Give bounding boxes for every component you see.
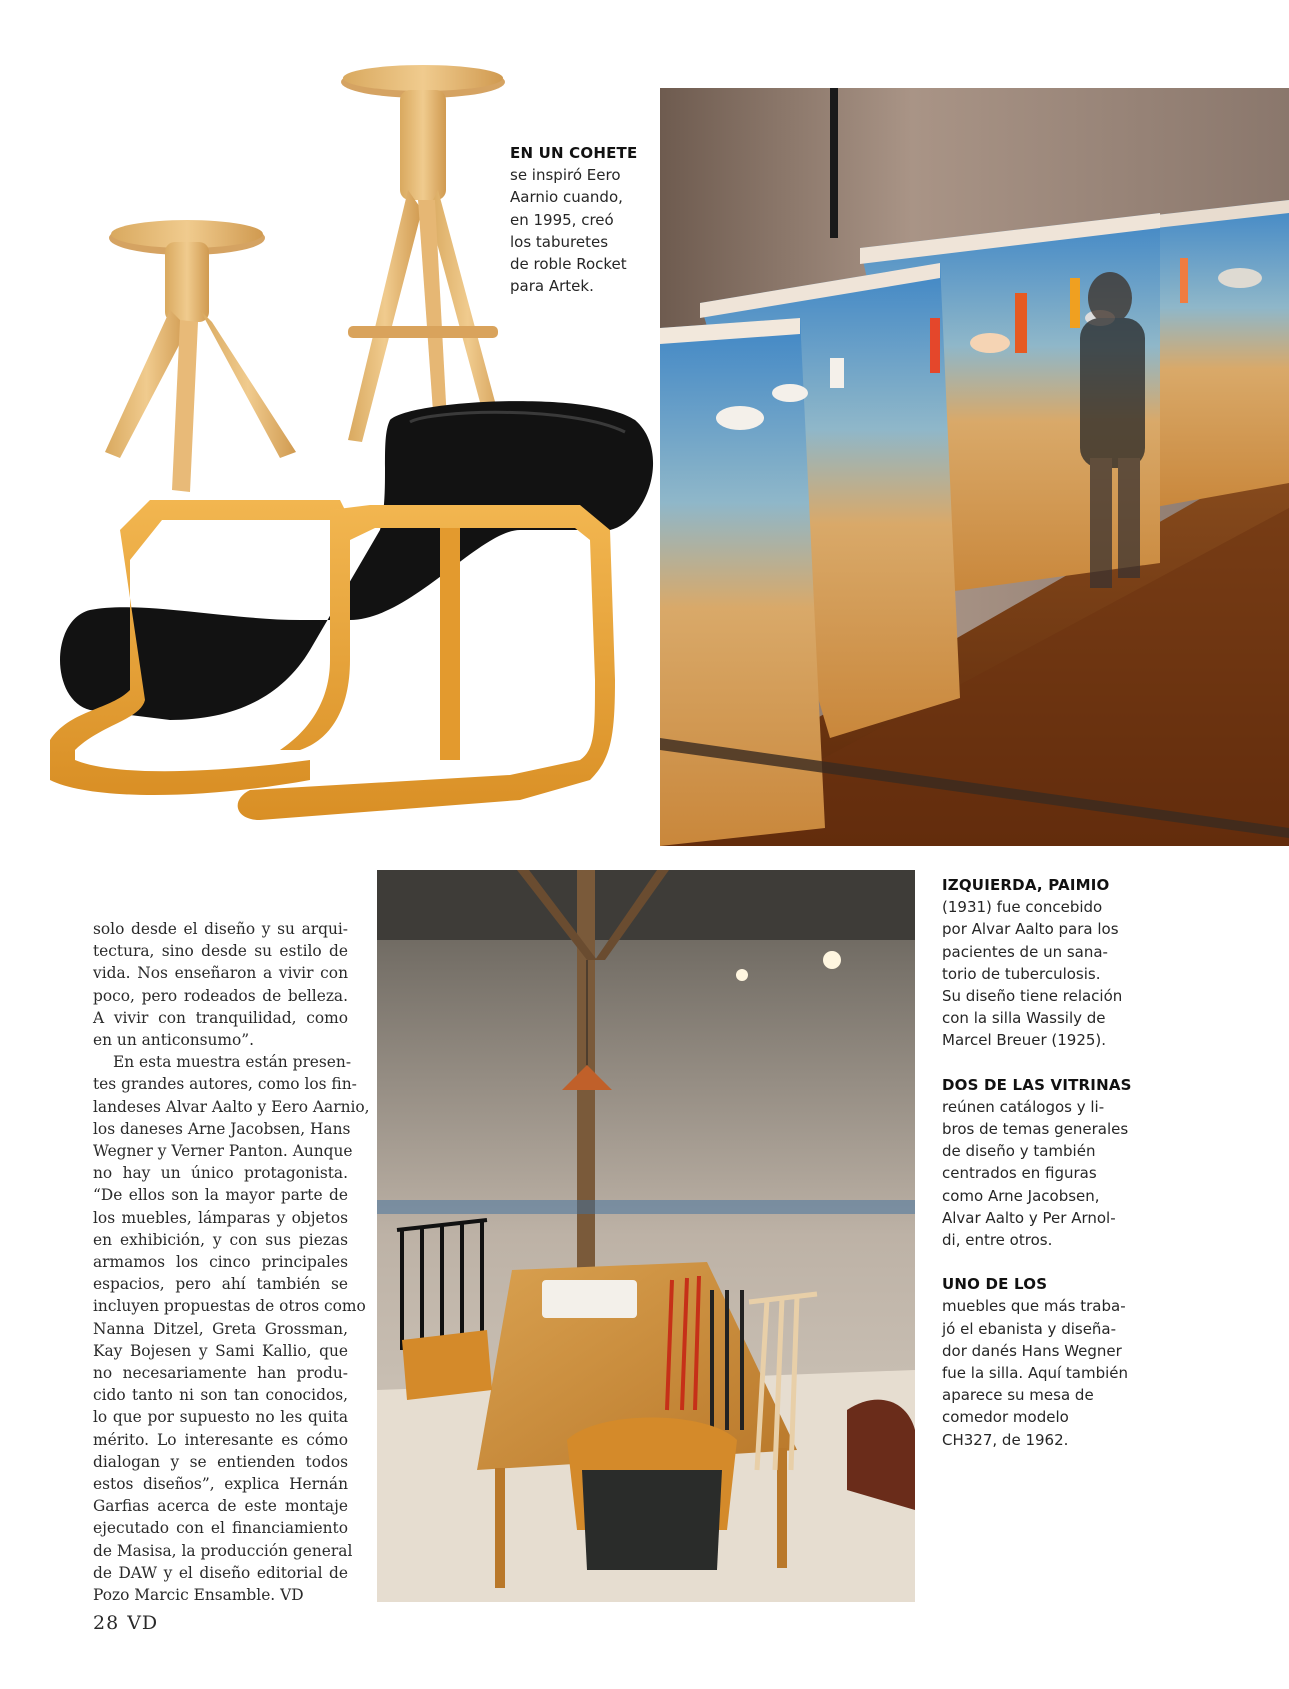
caption-line: como Arne Jacobsen, bbox=[942, 1186, 1100, 1205]
caption-line: pacientes de un sana- bbox=[942, 942, 1108, 961]
paimio-chair bbox=[50, 401, 653, 820]
caption-rocket-stools bbox=[510, 142, 660, 297]
page-number: 28 bbox=[93, 1612, 120, 1634]
caption-paimio bbox=[942, 874, 1142, 1052]
caption-line: se inspiró Eero bbox=[510, 166, 621, 185]
body-line: de DAW y el diseño editorial de bbox=[93, 1563, 348, 1582]
body-line: vida. Nos enseñaron a vivir con bbox=[93, 964, 348, 983]
magazine-logo: VD bbox=[127, 1612, 159, 1634]
body-line: dialogan y se entienden todos bbox=[93, 1452, 348, 1471]
caption-title: UNO DE LOS bbox=[942, 1275, 1048, 1294]
body-line: “De ellos son la mayor parte de bbox=[93, 1186, 348, 1205]
caption-line: di, entre otros. bbox=[942, 1231, 1053, 1250]
caption-line: Marcel Breuer (1925). bbox=[942, 1031, 1107, 1050]
body-line: mérito. Lo interesante es cómo bbox=[93, 1430, 348, 1449]
caption-showcases bbox=[942, 1074, 1142, 1252]
body-line: En esta muestra están presen- bbox=[113, 1053, 352, 1072]
body-line: ejecutado con el financiamiento bbox=[93, 1519, 348, 1538]
body-line: Nanna Ditzel, Greta Grossman, bbox=[93, 1319, 348, 1338]
body-line: en exhibición, y con sus piezas bbox=[93, 1230, 348, 1249]
caption-line: comedor modelo bbox=[942, 1408, 1069, 1427]
body-line: poco, pero rodeados de belleza. bbox=[93, 986, 348, 1005]
caption-line: centrados en figuras bbox=[942, 1164, 1097, 1183]
page-folio bbox=[93, 1612, 158, 1634]
caption-line: de roble Rocket bbox=[510, 255, 627, 274]
rocket-stool-tall bbox=[341, 65, 508, 454]
body-line: tes grandes autores, como los fin- bbox=[93, 1075, 357, 1094]
caption-line: los taburetes bbox=[510, 232, 609, 251]
caption-line: Su diseño tiene relación bbox=[942, 987, 1123, 1006]
caption-line: para Artek. bbox=[510, 277, 594, 296]
caption-title: IZQUIERDA, PAIMIO bbox=[942, 876, 1110, 894]
caption-wegner bbox=[942, 1273, 1142, 1451]
dining-photo bbox=[377, 870, 915, 1602]
caption-line: aparece su mesa de bbox=[942, 1386, 1094, 1405]
caption-line: de diseño y también bbox=[942, 1142, 1096, 1161]
body-line: espacios, pero ahí también se bbox=[93, 1275, 348, 1294]
body-line: landeses Alvar Aalto y Eero Aarnio, bbox=[93, 1097, 370, 1116]
body-line: los daneses Arne Jacobsen, Hans bbox=[93, 1119, 351, 1138]
body-line: de Masisa, la producción general bbox=[93, 1541, 353, 1560]
caption-line: torio de tuberculosis. bbox=[942, 964, 1101, 983]
rocket-stool-short bbox=[105, 220, 296, 492]
caption-title: DOS DE LAS VITRINAS bbox=[942, 1075, 1132, 1094]
body-line: estos diseños”, explica Hernán bbox=[93, 1475, 348, 1494]
body-line: los muebles, lámparas y objetos bbox=[93, 1208, 348, 1227]
body-line: Wegner y Verner Panton. Aunque bbox=[93, 1142, 353, 1161]
caption-line: con la silla Wassily de bbox=[942, 1009, 1106, 1028]
body-line: en un anticonsumo”. bbox=[93, 1031, 255, 1050]
caption-title: EN UN COHETE bbox=[510, 144, 638, 162]
body-line: armamos los cinco principales bbox=[93, 1253, 348, 1272]
article-body bbox=[93, 918, 370, 1606]
caption-line: en 1995, creó bbox=[510, 210, 614, 229]
caption-line: reúnen catálogos y li- bbox=[942, 1097, 1105, 1116]
caption-line: jó el ebanista y diseña- bbox=[942, 1319, 1117, 1338]
body-line: lo que por supuesto no les quita bbox=[93, 1408, 348, 1427]
caption-line: bros de temas generales bbox=[942, 1120, 1129, 1139]
body-line: no necesariamente han produ- bbox=[93, 1364, 348, 1383]
caption-line: fue la silla. Aquí también bbox=[942, 1364, 1129, 1383]
right-caption-column bbox=[942, 874, 1142, 1473]
caption-line: Aarnio cuando, bbox=[510, 188, 623, 207]
caption-line: dor danés Hans Wegner bbox=[942, 1341, 1122, 1360]
body-line: Pozo Marcic Ensamble. VD bbox=[93, 1586, 304, 1605]
body-line: no hay un único protagonista. bbox=[93, 1164, 348, 1183]
caption-line: CH327, de 1962. bbox=[942, 1430, 1069, 1449]
body-line: A vivir con tranquilidad, como bbox=[93, 1008, 348, 1027]
body-line: Kay Bojesen y Sami Kallio, que bbox=[93, 1341, 348, 1360]
caption-line: Alvar Aalto y Per Arnol- bbox=[942, 1208, 1116, 1227]
caption-line: (1931) fue concebido bbox=[942, 898, 1103, 917]
caption-line: muebles que más traba- bbox=[942, 1297, 1126, 1316]
body-line: solo desde el diseño y su arqui- bbox=[93, 920, 348, 938]
body-line: tectura, sino desde su estilo de bbox=[93, 942, 348, 961]
body-line: incluyen propuestas de otros como bbox=[93, 1297, 366, 1316]
body-line: cido tanto ni son tan conocidos, bbox=[93, 1386, 348, 1405]
showcase-photo bbox=[660, 88, 1289, 846]
body-line: Garfias acerca de este montaje bbox=[93, 1497, 348, 1516]
caption-line: por Alvar Aalto para los bbox=[942, 920, 1119, 939]
